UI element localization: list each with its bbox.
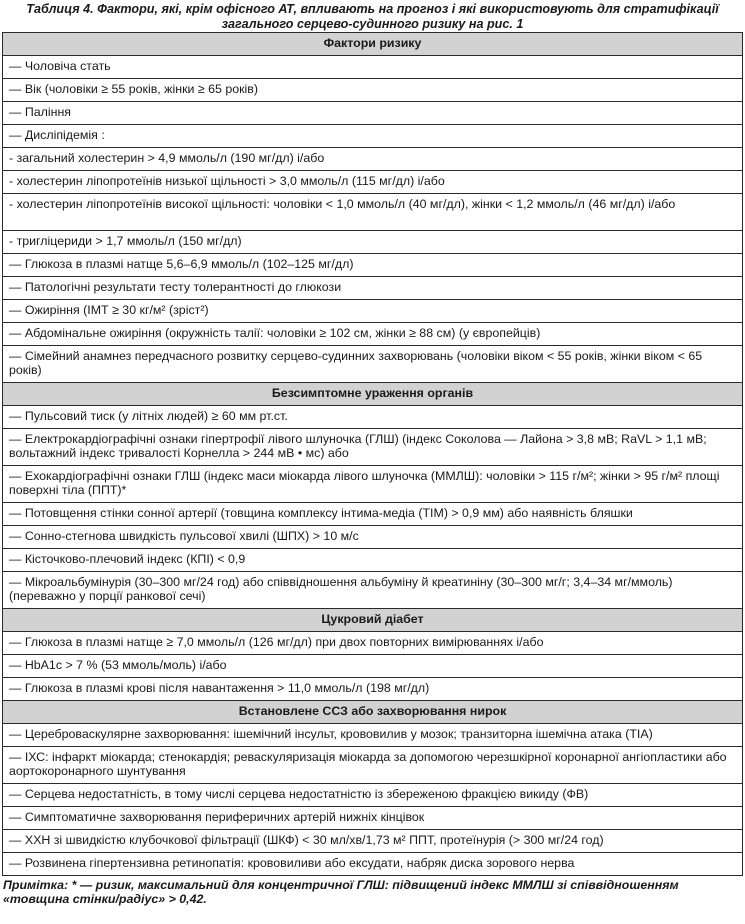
section-header — [3, 609, 743, 632]
table-row — [3, 549, 743, 572]
table-cell: — Розвинена гіпертензивна ретинопатія: крововиливи або ексудати, набряк диска зорового нерва — [3, 853, 743, 876]
table-cell: — Паління — [3, 102, 743, 125]
table-row — [3, 254, 743, 277]
table-row — [3, 784, 743, 807]
section-title: Встановлене ССЗ або захворювання нирок — [3, 701, 743, 724]
table-row — [3, 125, 743, 148]
section-header — [3, 701, 743, 724]
table-row — [3, 231, 743, 254]
table-cell: - загальний холестерин > 4,9 ммоль/л (190 мг/дл) і/або — [3, 148, 743, 171]
table-row — [3, 406, 743, 429]
table-row — [3, 830, 743, 853]
table-body — [3, 33, 743, 876]
table-cell: — Симптоматичне захворювання периферичних артерій нижніх кінцівок — [3, 807, 743, 830]
table-row — [3, 56, 743, 79]
table-cell: — Ожиріння (ІМТ ≥ 30 кг/м² (зріст²) — [3, 300, 743, 323]
table-cell: - тригліцериди > 1,7 ммоль/л (150 мг/дл) — [3, 231, 743, 254]
table-row — [3, 323, 743, 346]
table-cell: — Кісточково-плечовий індекс (КПІ) < 0,9 — [3, 549, 743, 572]
risk-factors-table — [2, 32, 743, 876]
table-row — [3, 102, 743, 125]
table-cell: — Цереброваскулярне захворювання: ішемічний інсульт, крововилив у мозок; транзиторна ішемічна атака (ТІА) — [3, 724, 743, 747]
table-row — [3, 300, 743, 323]
table-cell: — Дисліпідемія : — [3, 125, 743, 148]
table-row — [3, 346, 743, 383]
table-cell: — ІХС: інфаркт міокарда; стенокардія; реваскуляризація міокарда за допомогою черезшкірної коронарної ангіопластики або аортокоронарного шунтування — [3, 747, 743, 784]
table-cell: — Сонно-стегнова швидкість пульсової хвилі (ШПХ) > 10 м/с — [3, 526, 743, 549]
table-row — [3, 724, 743, 747]
table-cell: — Потовщення стінки сонної артерії (товщина комплексу інтима-медіа (ТІМ) > 0,9 мм) або наявність бляшки — [3, 503, 743, 526]
table-row — [3, 678, 743, 701]
table-cell: — Пульсовий тиск (у літніх людей) ≥ 60 мм рт.ст. — [3, 406, 743, 429]
table-row — [3, 148, 743, 171]
table-cell: — Мікроальбумінурія (30–300 мг/24 год) або співвідношення альбуміну й креатиніну (30–300 мг/г; 3,4–34 мг/ммоль) (переважно у порції ранкової сечі) — [3, 572, 743, 609]
section-header — [3, 383, 743, 406]
table-cell: — Глюкоза в плазмі крові після навантаження > 11,0 ммоль/л (198 мг/дл) — [3, 678, 743, 701]
table-row — [3, 747, 743, 784]
table-row — [3, 807, 743, 830]
table-cell: — Ехокардіографічні ознаки ГЛШ (індекс маси міокарда лівого шлуночка (ММЛШ): чоловіки > 115 г/м²; жінки > 95 г/м² площі поверхні тіла (ППТ)* — [3, 466, 743, 503]
table-cell: — Абдомінальне ожиріння (окружність талії: чоловіки ≥ 102 см, жінки ≥ 88 см) (у європейців) — [3, 323, 743, 346]
table-cell: - холестерин ліпопротеїнів високої щільності: чоловіки < 1,0 ммоль/л (40 мг/дл), жінки < 1,2 ммоль/л (46 мг/дл) і/або — [3, 194, 743, 231]
table-cell: — Серцева недостатність, в тому числі серцева недостатністю із збереженою фракцією викиду (ФВ) — [3, 784, 743, 807]
table-row — [3, 526, 743, 549]
table-cell: — Глюкоза в плазмі натще 5,6–6,9 ммоль/л (102–125 мг/дл) — [3, 254, 743, 277]
table-row — [3, 194, 743, 231]
table-row — [3, 171, 743, 194]
table-cell: — Вік (чоловіки ≥ 55 років, жінки ≥ 65 років) — [3, 79, 743, 102]
table-row — [3, 466, 743, 503]
table-cell: — Патологічні результати тесту толерантності до глюкози — [3, 277, 743, 300]
table-note: Примітка: * — ризик, максимальний для концентричної ГЛШ: підвищений індекс ММЛШ зі співвідношенням «товщина стінки/радіус» > 0,42. — [3, 878, 679, 906]
table-row — [3, 277, 743, 300]
table-cell: — Глюкоза в плазмі натще ≥ 7,0 ммоль/л (126 мг/дл) при двох повторних вимірюваннях і/або — [3, 632, 743, 655]
table-row — [3, 655, 743, 678]
table-cell: — ХХН зі швидкістю клубочкової фільтрації (ШКФ) < 30 мл/хв/1,73 м² ППТ, протеїнурія (> 300 мг/24 год) — [3, 830, 743, 853]
table-row — [3, 429, 743, 466]
section-header — [3, 33, 743, 56]
section-title: Цукровий діабет — [3, 609, 743, 632]
table-cell: - холестерин ліпопротеїнів низької щільності > 3,0 ммоль/л (115 мг/дл) і/або — [3, 171, 743, 194]
table-cell: — Сімейний анамнез передчасного розвитку серцево-судинних захворювань (чоловіки віком < 55 років, жінки віком < 65 років) — [3, 346, 743, 383]
section-title: Безсимптомне ураження органів — [3, 383, 743, 406]
table-row — [3, 632, 743, 655]
section-title: Фактори ризику — [3, 33, 743, 56]
table-row — [3, 853, 743, 876]
table-cell: — HbA1c > 7 % (53 ммоль/моль) і/або — [3, 655, 743, 678]
caption-line-1: Таблиця 4. Фактори, які, крім офісного АТ, впливають на прогноз і які використовують для стратифікації — [26, 2, 719, 16]
table-cell: — Електрокардіографічні ознаки гіпертрофії лівого шлуночка (ГЛШ) (індекс Соколова — Лайона > 3,8 мВ; RaVL > 1,1 мВ; вольтажний індекс тривалості Корнелла > 244 мВ • мс) або — [3, 429, 743, 466]
caption-line-2: загального серцево-судинного ризику на рис. 1 — [221, 17, 524, 31]
table-row — [3, 79, 743, 102]
table-row — [3, 572, 743, 609]
table-row — [3, 503, 743, 526]
table-cell: — Чоловіча стать — [3, 56, 743, 79]
table-caption — [2, 0, 743, 32]
